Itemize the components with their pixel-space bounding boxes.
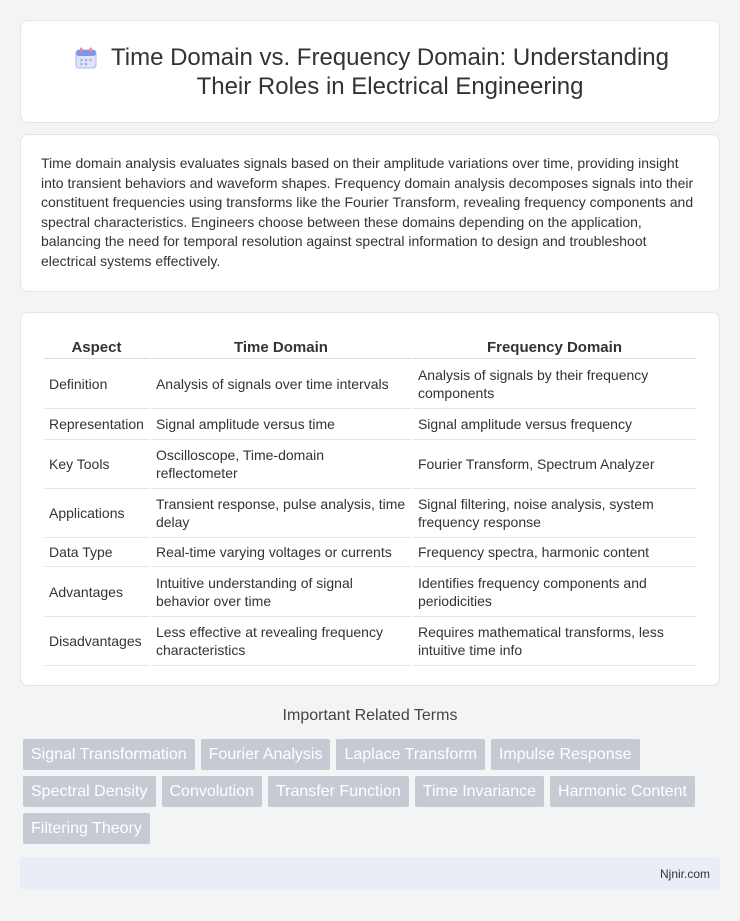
cell-time-domain: Transient response, pulse analysis, time delay xyxy=(151,489,411,538)
cell-frequency-domain: Fourier Transform, Spectrum Analyzer xyxy=(413,440,696,489)
cell-time-domain: Oscilloscope, Time-domain reflectometer xyxy=(151,440,411,489)
table-header-row xyxy=(44,333,696,359)
term-tag[interactable]: Harmonic Content xyxy=(550,776,695,807)
cell-frequency-domain: Identifies frequency components and periodicities xyxy=(413,567,696,617)
table-row xyxy=(44,359,696,409)
header-frequency-domain: Frequency Domain xyxy=(413,333,696,359)
term-tag[interactable]: Filtering Theory xyxy=(23,813,150,844)
table-row xyxy=(44,489,696,538)
table-row xyxy=(44,440,696,489)
term-tag[interactable]: Signal Transformation xyxy=(23,739,195,770)
cell-time-domain: Less effective at revealing frequency characteristics xyxy=(151,617,411,666)
cell-aspect: Definition xyxy=(44,359,149,409)
cell-aspect: Representation xyxy=(44,409,149,440)
term-tag[interactable]: Transfer Function xyxy=(268,776,409,807)
intro-card xyxy=(20,134,720,292)
term-tag[interactable]: Convolution xyxy=(162,776,263,807)
cell-time-domain: Signal amplitude versus time xyxy=(151,409,411,440)
table-row xyxy=(44,617,696,666)
table-row xyxy=(44,538,696,567)
table-row xyxy=(44,567,696,617)
cell-aspect: Data Type xyxy=(44,538,149,567)
table-row xyxy=(44,409,696,440)
cell-frequency-domain: Signal amplitude versus frequency xyxy=(413,409,696,440)
header-aspect: Aspect xyxy=(44,333,149,359)
related-terms-heading: Important Related Terms xyxy=(282,707,458,724)
footer-brand[interactable]: Njnir.com xyxy=(659,867,710,881)
cell-time-domain: Analysis of signals over time intervals xyxy=(151,359,411,409)
term-tag[interactable]: Impulse Response xyxy=(491,739,640,770)
header-card xyxy=(20,20,720,123)
comparison-table-card xyxy=(20,312,720,686)
intro-paragraph: Time domain analysis evaluates signals based on their amplitude variations over time, providing insight into transient behaviors and waveform shapes. Frequency domain analysis decomposes signals into their constituent frequencies using transforms like the Fourier Transform, revealing frequency components and spectral characteristics. Engineers choose between these domains depending on the application, balancing the need for temporal resolution against spectral information to design and troubleshoot electrical systems effectively. xyxy=(41,155,694,269)
page-title: Time Domain vs. Frequency Domain: Understanding Their Roles in Electrical Engineering xyxy=(110,43,669,100)
cell-frequency-domain: Frequency spectra, harmonic content xyxy=(413,538,696,567)
term-tag[interactable]: Spectral Density xyxy=(23,776,156,807)
cell-time-domain: Intuitive understanding of signal behavior over time xyxy=(151,567,411,617)
cell-time-domain: Real-time varying voltages or currents xyxy=(151,538,411,567)
term-tag[interactable]: Laplace Transform xyxy=(336,739,485,770)
cell-aspect: Applications xyxy=(44,489,149,538)
comparison-table xyxy=(42,333,698,666)
cell-frequency-domain: Signal filtering, noise analysis, system frequency response xyxy=(413,489,696,538)
cell-frequency-domain: Requires mathematical transforms, less intuitive time info xyxy=(413,617,696,666)
term-tag[interactable]: Fourier Analysis xyxy=(201,739,331,770)
header-time-domain: Time Domain xyxy=(151,333,411,359)
term-tag[interactable]: Time Invariance xyxy=(415,776,544,807)
footer xyxy=(20,857,720,890)
cell-aspect: Key Tools xyxy=(44,440,149,489)
related-terms-list xyxy=(23,739,713,844)
cell-frequency-domain: Analysis of signals by their frequency components xyxy=(413,359,696,409)
cell-aspect: Advantages xyxy=(44,567,149,617)
cell-aspect: Disadvantages xyxy=(44,617,149,666)
